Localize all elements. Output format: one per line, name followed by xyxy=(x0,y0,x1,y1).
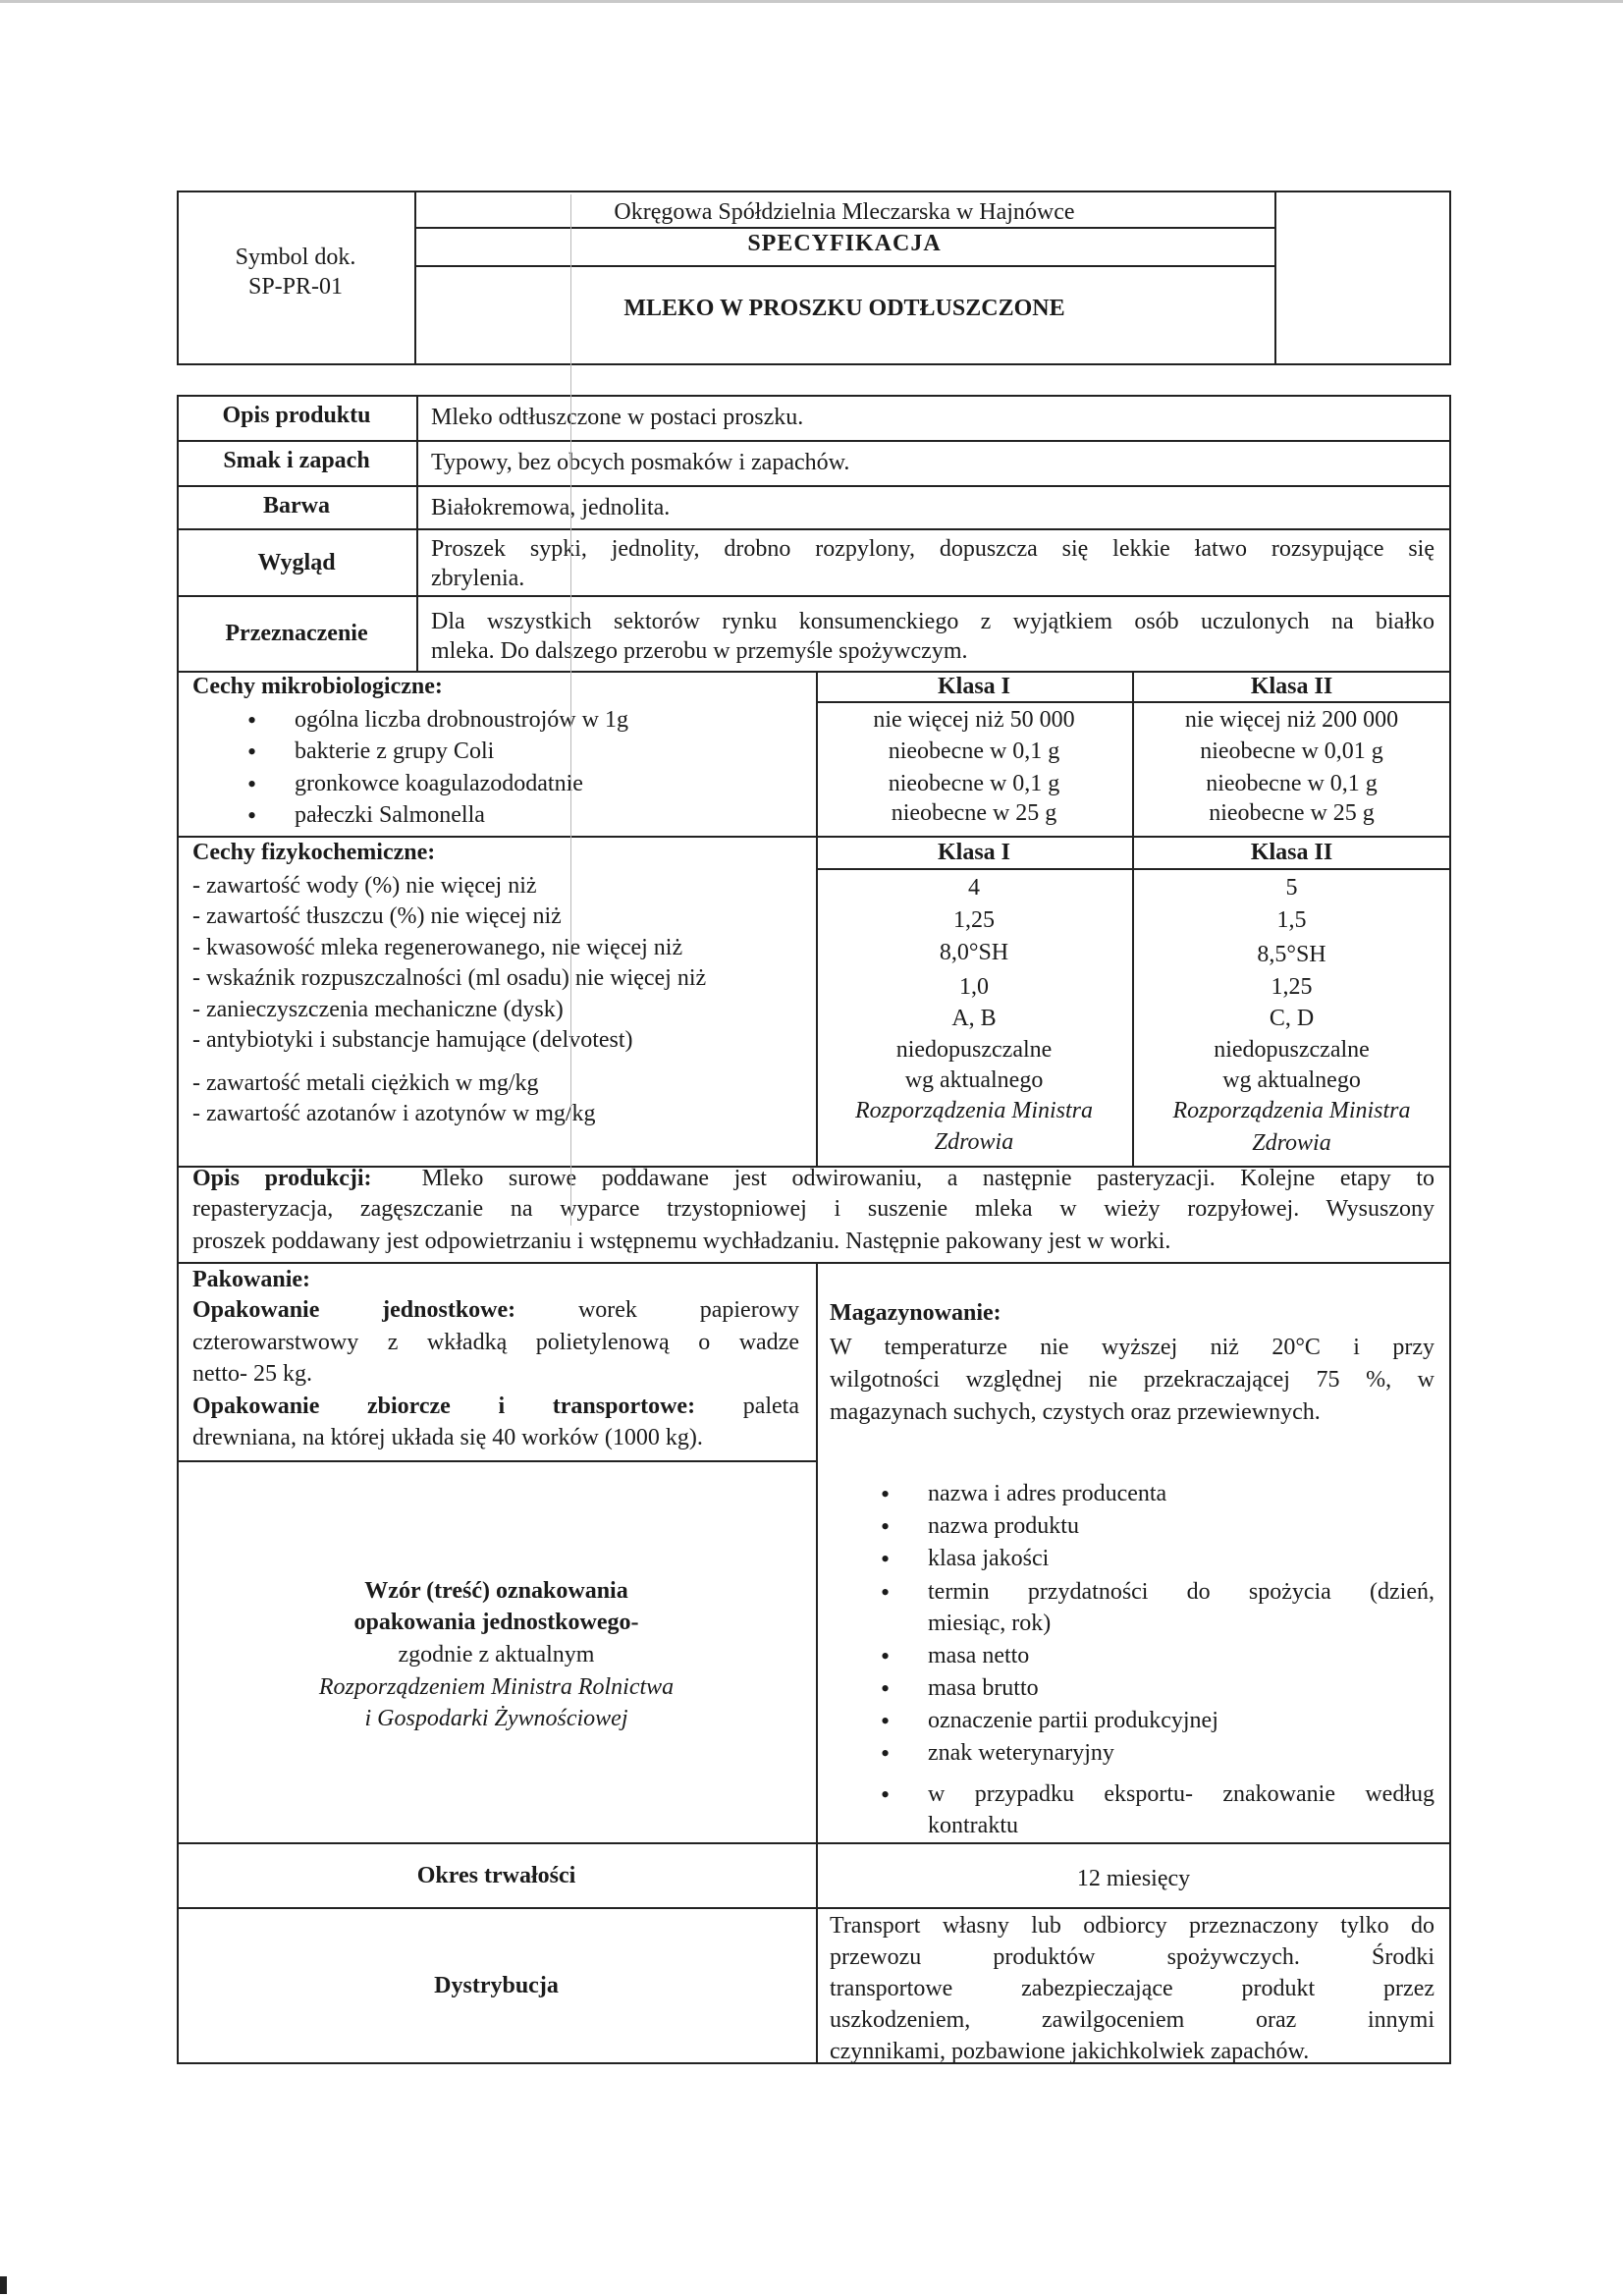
purpose-line-2: mleka. Do dalszego przerobu w przemyśle spożywczym. xyxy=(431,638,968,664)
distribution-line-2: przewozu produktów spożywczych. Środki xyxy=(830,1944,1434,1970)
product-description: Mleko odtłuszczone w postaci proszku. xyxy=(431,405,804,430)
packaging-bulk-line-1 xyxy=(192,1392,799,1422)
scan-artifact xyxy=(0,2276,7,2294)
distribution-line-1: Transport własny lub odbiorcy przeznaczony tylko do xyxy=(830,1913,1434,1939)
labeling-top-rule xyxy=(177,1460,816,1462)
appearance-line-1: Proszek sypki, jednolity, drobno rozpylony, dopuszcza się lekkie łatwo rozsypujące się xyxy=(431,536,1434,562)
row-rule xyxy=(177,528,1451,530)
physchem-item-name: - zawartość wody (%) nie więcej niż xyxy=(192,873,537,899)
header-divider-right xyxy=(1274,191,1276,365)
color: Białokremowa, jednolita. xyxy=(431,495,671,520)
label-item: • oznaczenie partii produkcyjnej xyxy=(928,1706,1218,1736)
micro-item-class2: nieobecne w 25 g xyxy=(1209,800,1375,826)
shelf-life-top-rule xyxy=(177,1842,1451,1844)
label-column-divider xyxy=(416,395,418,671)
shelf-life-label: Okres trwałości xyxy=(416,1863,576,1888)
storage-line-2: wilgotności względnej nie przekraczającej 75 %, w xyxy=(830,1367,1434,1393)
packaging-unit-line-2: czterowarstwowy z wkładką polietylenową o wadze xyxy=(192,1330,799,1355)
header-rule-bottom xyxy=(414,265,1274,267)
distribution-label: Dystrybucja xyxy=(434,1973,559,1998)
row-rule xyxy=(177,485,1451,487)
production-line-2: repasteryzacja, zagęszczanie na wyparce trzystopniowej i suszenie mleka w wieży rozpyłowej. Wysuszony xyxy=(192,1196,1434,1222)
label-item: • w przypadku eksportu- znakowanie według xyxy=(928,1779,1434,1810)
physchem-item-class1: Rozporządzenia Ministra xyxy=(854,1098,1093,1123)
label-item: • termin przydatności do spożycia (dzień, xyxy=(928,1577,1434,1608)
micro-item-name: • gronkowce koagulazododatnie xyxy=(295,769,583,799)
physchem-class1-header: Klasa I xyxy=(937,840,1010,865)
physchem-item-class2: 1,5 xyxy=(1276,907,1307,933)
scan-artifact xyxy=(570,194,571,1226)
physchem-item-class2: Rozporządzenia Ministra xyxy=(1172,1098,1411,1123)
micro-item-class1: nieobecne w 25 g xyxy=(891,800,1057,826)
physchem-title: Cechy fizykochemiczne: xyxy=(192,840,436,865)
bulk-packaging-text: paleta xyxy=(742,1394,799,1419)
physchem-item-name: - zanieczyszczenia mechaniczne (dysk) xyxy=(192,997,564,1022)
appearance-line-2: zbrylenia. xyxy=(431,566,525,591)
micro-item-name: • pałeczki Salmonella xyxy=(295,800,485,831)
label-item: • nazwa i adres producenta xyxy=(928,1479,1166,1509)
micro-title: Cechy mikrobiologiczne: xyxy=(192,674,443,699)
physchem-item-name: - wskaźnik rozpuszczalności (ml osadu) nie więcej niż xyxy=(192,965,707,991)
micro-item-class2: nieobecne w 0,1 g xyxy=(1206,771,1378,796)
distribution-line-3: transportowe zabezpieczające produkt przez xyxy=(830,1976,1434,2001)
physchem-item-class1: 4 xyxy=(968,875,980,901)
micro-item-class1: nie więcej niż 50 000 xyxy=(873,707,1075,733)
row-label-product-description: Opis produktu xyxy=(222,403,371,428)
shelf-life-value: 12 miesięcy xyxy=(1076,1866,1191,1891)
labeling-sub-2: Rozporządzeniem Ministra Rolnictwa xyxy=(318,1674,675,1700)
micro-class1-header: Klasa I xyxy=(937,674,1010,699)
micro-class2-header: Klasa II xyxy=(1250,674,1333,699)
physchem-item-class2: 5 xyxy=(1285,875,1298,901)
company-name: Okręgowa Spółdzielnia Mleczarska w Hajnówce xyxy=(614,199,1075,225)
micro-item-class1: nieobecne w 0,1 g xyxy=(888,771,1060,796)
storage-title: Magazynowanie: xyxy=(830,1300,1001,1326)
physchem-item-class2: 8,5°SH xyxy=(1257,942,1326,967)
taste-smell: Typowy, bez obcych posmaków i zapachów. xyxy=(431,450,850,475)
micro-item-name: • ogólna liczba drobnoustrojów w 1g xyxy=(295,705,628,736)
packaging-unit-line-1 xyxy=(192,1295,799,1326)
production-line-1 xyxy=(192,1164,1434,1194)
micro-item-class2: nie więcej niż 200 000 xyxy=(1184,707,1399,733)
physchem-item-name: - zawartość tłuszczu (%) nie więcej niż xyxy=(192,903,562,929)
physchem-item-class1: Zdrowia xyxy=(934,1129,1014,1155)
storage-line-1: W temperaturze nie wyższej niż 20°C i przy xyxy=(830,1335,1434,1360)
physchem-item-class1: 1,0 xyxy=(959,974,989,1000)
production-label: Opis produkcji: xyxy=(192,1166,372,1191)
labeling-title-1: Wzór (treść) oznakowania xyxy=(364,1578,628,1604)
physchem-item-class1: niedopuszczalne xyxy=(895,1037,1053,1063)
physchem-item-name: - kwasowość mleka regenerowanego, nie więcej niż xyxy=(192,935,683,960)
physchem-item-class2: Zdrowia xyxy=(1252,1130,1331,1156)
bulk-packaging-label: Opakowanie zbiorcze i transportowe: xyxy=(192,1394,696,1419)
micro-item-class2: nieobecne w 0,01 g xyxy=(1200,738,1383,764)
physchem-item-class1: wg aktualnego xyxy=(904,1067,1044,1093)
symbol-label: Symbol dok. xyxy=(235,245,356,270)
physchem-item-name: - antybiotyki i substancje hamujące (delvotest) xyxy=(192,1027,633,1053)
packaging-title: Pakowanie: xyxy=(192,1267,310,1292)
row-label-purpose: Przeznaczenie xyxy=(225,621,368,646)
physchem-item-class1: 8,0°SH xyxy=(939,940,1009,965)
unit-packaging-label: Opakowanie jednostkowe: xyxy=(192,1297,516,1323)
label-item: • znak weterynaryjny xyxy=(928,1738,1114,1769)
distribution-top-rule xyxy=(177,1907,1451,1909)
physchem-item-class2: wg aktualnego xyxy=(1222,1067,1361,1093)
symbol-value: SP-PR-01 xyxy=(247,274,344,300)
physchem-item-name: - zawartość metali ciężkich w mg/kg xyxy=(192,1070,539,1096)
packaging-unit-line-3: netto- 25 kg. xyxy=(192,1361,312,1387)
production-line-3: proszek poddawany jest odpowietrzaniu i wstępnemu wychładzaniu. Następnie pakowany jest w worki. xyxy=(192,1229,1171,1254)
label-item-continuation: miesiąc, rok) xyxy=(928,1611,1052,1636)
physchem-header-rule xyxy=(816,868,1451,870)
label-item: • nazwa produktu xyxy=(928,1511,1079,1542)
label-item: • masa netto xyxy=(928,1641,1029,1671)
physchem-item-class2: 1,25 xyxy=(1271,974,1313,1000)
distribution-line-5: czynnikami, pozbawione jakichkolwiek zapachów. xyxy=(830,2039,1310,2064)
unit-packaging-text: worek papierowy xyxy=(577,1297,800,1323)
row-label-taste-smell: Smak i zapach xyxy=(223,448,370,473)
storage-line-3: magazynach suchych, czystych oraz przewiewnych. xyxy=(830,1399,1321,1425)
physchem-item-name: - zawartość azotanów i azotynów w mg/kg xyxy=(192,1101,596,1126)
row-rule xyxy=(177,440,1451,442)
micro-item-name: • bakterie z grupy Coli xyxy=(295,737,494,767)
physchem-item-class2: niedopuszczalne xyxy=(1214,1037,1370,1063)
row-label-appearance: Wygląd xyxy=(257,550,336,575)
physchem-item-class1: A, B xyxy=(951,1006,997,1031)
label-item: • klasa jakości xyxy=(928,1544,1049,1574)
label-item: • masa brutto xyxy=(928,1673,1039,1704)
lower-column-divider xyxy=(816,1262,818,2064)
row-rule xyxy=(177,595,1451,597)
physchem-item-class1: 1,25 xyxy=(953,907,995,933)
row-label-color: Barwa xyxy=(263,493,330,519)
micro-item-class1: nieobecne w 0,1 g xyxy=(888,738,1060,764)
distribution-line-4: uszkodzeniem, zawilgoceniem oraz innymi xyxy=(830,2007,1434,2033)
packaging-bulk-line-2: drewniana, na której układa się 40 worków (1000 kg). xyxy=(192,1425,703,1450)
product-title: MLEKO W PROSZKU ODTŁUSZCZONE xyxy=(623,296,1065,321)
scan-edge xyxy=(0,0,1623,3)
labeling-title-2: opakowania jednostkowego- xyxy=(353,1610,639,1635)
purpose-line-1: Dla wszystkich sektorów rynku konsumenckiego z wyjątkiem osób uczulonych na białko xyxy=(431,609,1434,634)
packaging-top-rule xyxy=(177,1262,1451,1264)
labeling-sub-3: i Gospodarki Żywnościowej xyxy=(364,1706,628,1731)
labeling-sub-1: zgodnie z aktualnym xyxy=(398,1642,595,1667)
physchem-class2-header: Klasa II xyxy=(1250,840,1333,865)
physchem-item-class2: C, D xyxy=(1269,1006,1315,1031)
label-item-continuation: kontraktu xyxy=(928,1813,1018,1838)
production-text: Mleko surowe poddawane jest odwirowaniu, a następnie pasteryzacji. Kolejne etapy to xyxy=(421,1166,1435,1191)
document-type: SPECYFIKACJA xyxy=(747,231,942,256)
